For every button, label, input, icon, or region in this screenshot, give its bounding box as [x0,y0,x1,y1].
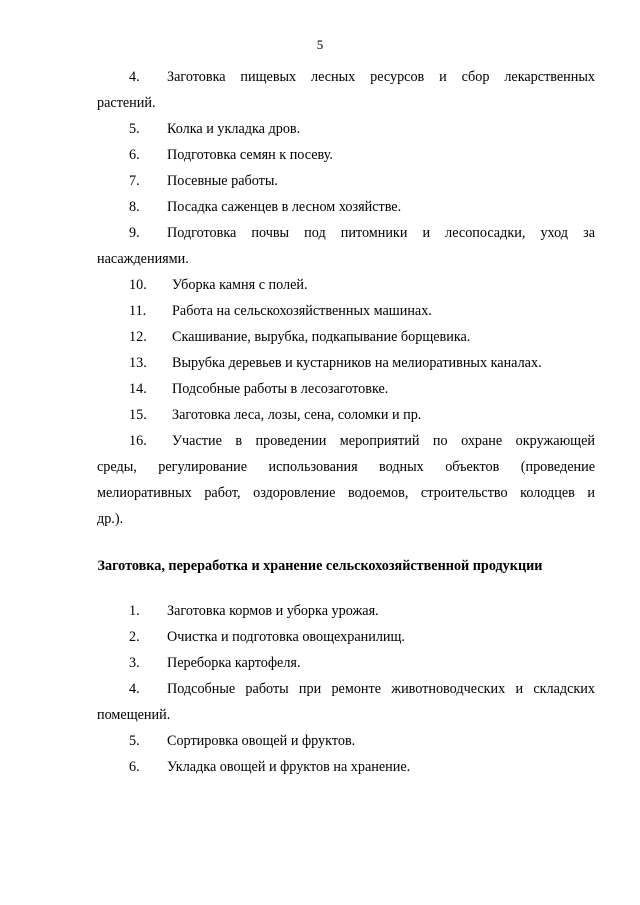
item-text: Сортировка овощей и фруктов. [167,733,356,749]
item-number: 9. [129,225,140,241]
item-text: Очистка и подготовка овощехранилищ. [167,629,405,645]
item-text: Колка и укладка дров. [167,121,301,137]
item-continuation: др.). [97,511,124,527]
item-text: Скашивание, вырубка, подкапывание борщевика. [172,329,471,345]
item-text: Подсобные работы при ремонте животноводческих и складских [167,681,595,697]
item-text: Посевные работы. [167,173,278,189]
item-text: Заготовка кормов и уборка урожая. [167,603,379,619]
item-number: 5. [129,733,140,749]
item-text: Подготовка семян к посеву. [167,147,333,163]
item-text: Переборка картофеля. [167,655,301,671]
item-text: Заготовка леса, лозы, сена, соломки и пр. [172,407,422,423]
item-number: 13. [129,355,147,371]
item-number: 1. [129,603,140,619]
item-text: Работа на сельскохозяйственных машинах. [172,303,432,319]
item-continuation: помещений. [97,707,171,723]
item-number: 8. [129,199,140,215]
item-number: 4. [129,69,140,85]
item-number: 4. [129,681,140,697]
item-number: 3. [129,655,140,671]
item-continuation: насаждениями. [97,251,189,267]
item-number: 2. [129,629,140,645]
item-number: 5. [129,121,140,137]
item-text: Вырубка деревьев и кустарников на мелиоративных каналах. [172,355,542,371]
item-number: 12. [129,329,147,345]
item-number: 15. [129,407,147,423]
item-number: 6. [129,759,140,775]
item-text: Уборка камня с полей. [172,277,308,293]
item-continuation: среды, регулирование использования водных объектов (проведение [97,459,595,475]
item-number: 6. [129,147,140,163]
item-number: 11. [129,303,147,319]
item-continuation: мелиоративных работ, оздоровление водоемов, строительство колодцев и [97,485,595,501]
item-text: Подсобные работы в лесозаготовке. [172,381,389,397]
page-number: 5 [316,37,324,52]
item-number: 7. [129,173,140,189]
section-heading: Заготовка, переработка и хранение сельскохозяйственной продукции [97,558,543,574]
item-text: Участие в проведении мероприятий по охране окружающей [172,433,595,449]
item-number: 10. [129,277,147,293]
item-text: Укладка овощей и фруктов на хранение. [167,759,411,775]
item-text: Посадка саженцев в лесном хозяйстве. [167,199,402,215]
item-number: 16. [129,433,147,449]
item-text: Подготовка почвы под питомники и лесопосадки, уход за [167,225,595,241]
item-continuation: растений. [97,95,156,111]
item-number: 14. [129,381,147,397]
item-text: Заготовка пищевых лесных ресурсов и сбор лекарственных [167,69,595,85]
